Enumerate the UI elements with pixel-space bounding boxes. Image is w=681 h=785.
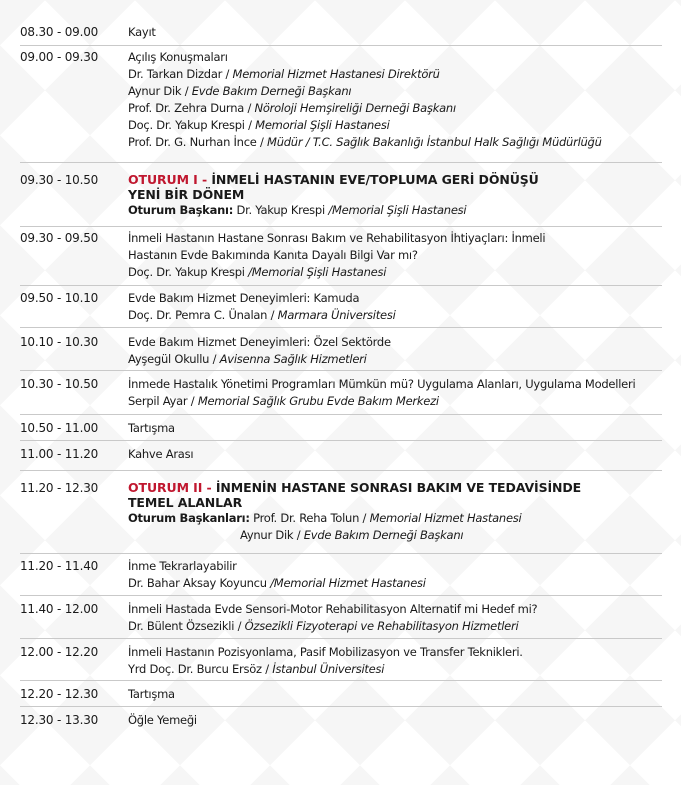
speaker-line	[128, 307, 662, 324]
speaker-name: Doç. Dr. Yakup Krespi	[128, 265, 249, 279]
item-title: Tartışma	[128, 687, 175, 701]
time-slot: 10.10 - 10.30	[20, 335, 99, 349]
separator: /	[222, 67, 233, 81]
chair-label: Oturum Başkanı:	[128, 203, 234, 217]
separator: /	[181, 84, 192, 98]
speaker-affiliation: /Memorial Şişli Hastanesi	[248, 265, 387, 279]
talk-title-cont: Hastanın Evde Bakımında Kanıta Dayalı Bilgi Var mı?	[128, 248, 418, 262]
chair-affiliation: Memorial Hizmet Hastanesi	[369, 511, 522, 525]
time-slot: 09.00 - 09.30	[20, 50, 99, 64]
speaker-affiliation: Müdür / T.C. Sağlık Bakanlığı İstanbul Halk Sağlığı Müdürlüğü	[267, 135, 602, 149]
separator: /	[234, 619, 245, 633]
speaker-affiliation: Evde Bakım Derneği Başkanı	[191, 84, 352, 98]
row-divider	[20, 470, 662, 471]
speaker-name: Serpil Ayar	[128, 394, 188, 408]
chair-name: Prof. Dr. Reha Tolun	[249, 511, 360, 525]
speaker-name: Yrd Doç. Dr. Burcu Ersöz	[128, 662, 262, 676]
time-slot: 11.40 - 12.00	[20, 602, 99, 616]
speaker-affiliation: Marmara Üniversitesi	[277, 308, 396, 322]
speaker-line	[128, 264, 662, 281]
speaker-name: Prof. Dr. G. Nurhan İnce	[128, 135, 257, 149]
speaker-line	[128, 393, 662, 410]
item-title: Kayıt	[128, 25, 156, 39]
row-divider	[20, 285, 662, 286]
talk-title: Evde Bakım Hizmet Deneyimleri: Özel Sektörde	[128, 335, 391, 349]
speaker-name: Dr. Bülent Özsezikli	[128, 619, 235, 633]
row-divider	[20, 370, 662, 371]
session-label: OTURUM II -	[128, 480, 212, 495]
time-slot: 08.30 - 09.00	[20, 25, 99, 39]
session-title-line2: TEMEL ALANLAR	[128, 495, 243, 510]
session-title-line1: İNMENİN HASTANE SONRASI BAKIM VE TEDAVİSİNDE	[211, 480, 582, 495]
speaker-affiliation: Nöroloji Hemşireliği Derneği Başkanı	[254, 101, 456, 115]
time-slot: 11.20 - 12.30	[20, 481, 99, 495]
speaker-line	[128, 575, 662, 592]
chair-affiliation: Evde Bakım Derneği Başkanı	[303, 528, 464, 542]
speaker-name: Aynur Dik	[128, 84, 182, 98]
row-divider	[20, 553, 662, 554]
row-divider	[20, 226, 662, 227]
row-divider	[20, 45, 662, 46]
speaker-name: Doç. Dr. Yakup Krespi	[128, 118, 245, 132]
chair-affiliation: /Memorial Şişli Hastanesi	[328, 203, 467, 217]
session-title-line1: İNMELİ HASTANIN EVE/TOPLUMA GERİ DÖNÜŞÜ	[207, 172, 539, 187]
speaker-name: Dr. Bahar Aksay Koyuncu	[128, 576, 271, 590]
separator: /	[209, 352, 220, 366]
speaker-line	[128, 134, 662, 151]
time-slot: 12.30 - 13.30	[20, 713, 99, 727]
row-divider	[20, 638, 662, 639]
talk-title: İnmede Hastalık Yönetimi Programları Mümkün mü? Uygulama Alanları, Uygulama Modelleri	[128, 377, 636, 391]
speaker-affiliation: Özsezikli Fizyoterapi ve Rehabilitasyon Hizmetleri	[244, 619, 519, 633]
speaker-name: Ayşegül Okullu	[128, 352, 210, 366]
speaker-affiliation: /Memorial Hizmet Hastanesi	[270, 576, 426, 590]
talk-title: Evde Bakım Hizmet Deneyimleri: Kamuda	[128, 291, 360, 305]
separator: /	[359, 511, 370, 525]
session-chair-2	[128, 527, 662, 544]
time-slot: 12.20 - 12.30	[20, 687, 99, 701]
separator: /	[256, 135, 268, 149]
time-slot: 10.50 - 11.00	[20, 421, 99, 435]
speaker-line	[128, 351, 662, 368]
item-title: Kahve Arası	[128, 447, 194, 461]
talk-title: İnmeli Hastada Evde Sensori-Motor Rehabilitasyon Alternatif mi Hedef mi?	[128, 602, 538, 616]
speaker-line	[128, 100, 662, 117]
item-title: Öğle Yemeği	[128, 713, 197, 727]
row-divider	[20, 327, 662, 328]
row-divider	[20, 595, 662, 596]
session-title-line2: YENİ BİR DÖNEM	[128, 187, 245, 202]
item-title: Tartışma	[128, 421, 175, 435]
row-divider	[20, 680, 662, 681]
speaker-line	[128, 83, 662, 100]
speaker-affiliation: Memorial Şişli Hastanesi	[255, 118, 390, 132]
time-slot: 09.30 - 09.50	[20, 231, 99, 245]
speaker-affiliation: İstanbul Üniversitesi	[272, 662, 385, 676]
speaker-affiliation: Memorial Sağlık Grubu Evde Bakım Merkezi	[197, 394, 439, 408]
speaker-name: Dr. Tarkan Dizdar	[128, 67, 223, 81]
time-slot: 12.00 - 12.20	[20, 645, 99, 659]
row-divider	[20, 706, 662, 707]
chair-name: Aynur Dik	[240, 528, 294, 542]
separator: /	[267, 308, 278, 322]
time-slot: 11.20 - 11.40	[20, 559, 99, 573]
row-divider	[20, 414, 662, 415]
chair-name: Dr. Yakup Krespi	[233, 203, 329, 217]
speaker-line	[128, 661, 662, 678]
separator: /	[293, 528, 304, 542]
separator: /	[187, 394, 198, 408]
row-divider	[20, 440, 662, 441]
speaker-line	[128, 618, 662, 635]
time-slot: 09.50 - 10.10	[20, 291, 99, 305]
time-slot: 10.30 - 10.50	[20, 377, 99, 391]
session-title	[128, 172, 662, 187]
item-title: Açılış Konuşmaları	[128, 50, 228, 64]
row-divider	[20, 162, 662, 163]
time-slot: 11.00 - 11.20	[20, 447, 99, 461]
talk-title: İnmeli Hastanın Hastane Sonrası Bakım ve Rehabilitasyon İhtiyaçları: İnmeli	[128, 231, 546, 245]
separator: /	[244, 118, 256, 132]
session-chair	[128, 202, 662, 219]
talk-title: İnmeli Hastanın Pozisyonlama, Pasif Mobilizasyon ve Transfer Teknikleri.	[128, 645, 523, 659]
speaker-affiliation: Memorial Hizmet Hastanesi Direktörü	[232, 67, 440, 81]
talk-title: İnme Tekrarlayabilir	[128, 559, 237, 573]
speaker-name: Doç. Dr. Pemra C. Ünalan	[128, 308, 268, 322]
session-title	[128, 480, 662, 495]
speaker-name: Prof. Dr. Zehra Durna	[128, 101, 245, 115]
time-slot: 09.30 - 10.50	[20, 173, 99, 187]
speaker-line	[128, 66, 662, 83]
session-chairs	[128, 510, 662, 527]
chair-label: Oturum Başkanları:	[128, 511, 250, 525]
session-label: OTURUM I -	[128, 172, 208, 187]
separator: /	[261, 662, 273, 676]
separator: /	[244, 101, 255, 115]
speaker-line	[128, 117, 662, 134]
speaker-affiliation: Avisenna Sağlık Hizmetleri	[219, 352, 367, 366]
